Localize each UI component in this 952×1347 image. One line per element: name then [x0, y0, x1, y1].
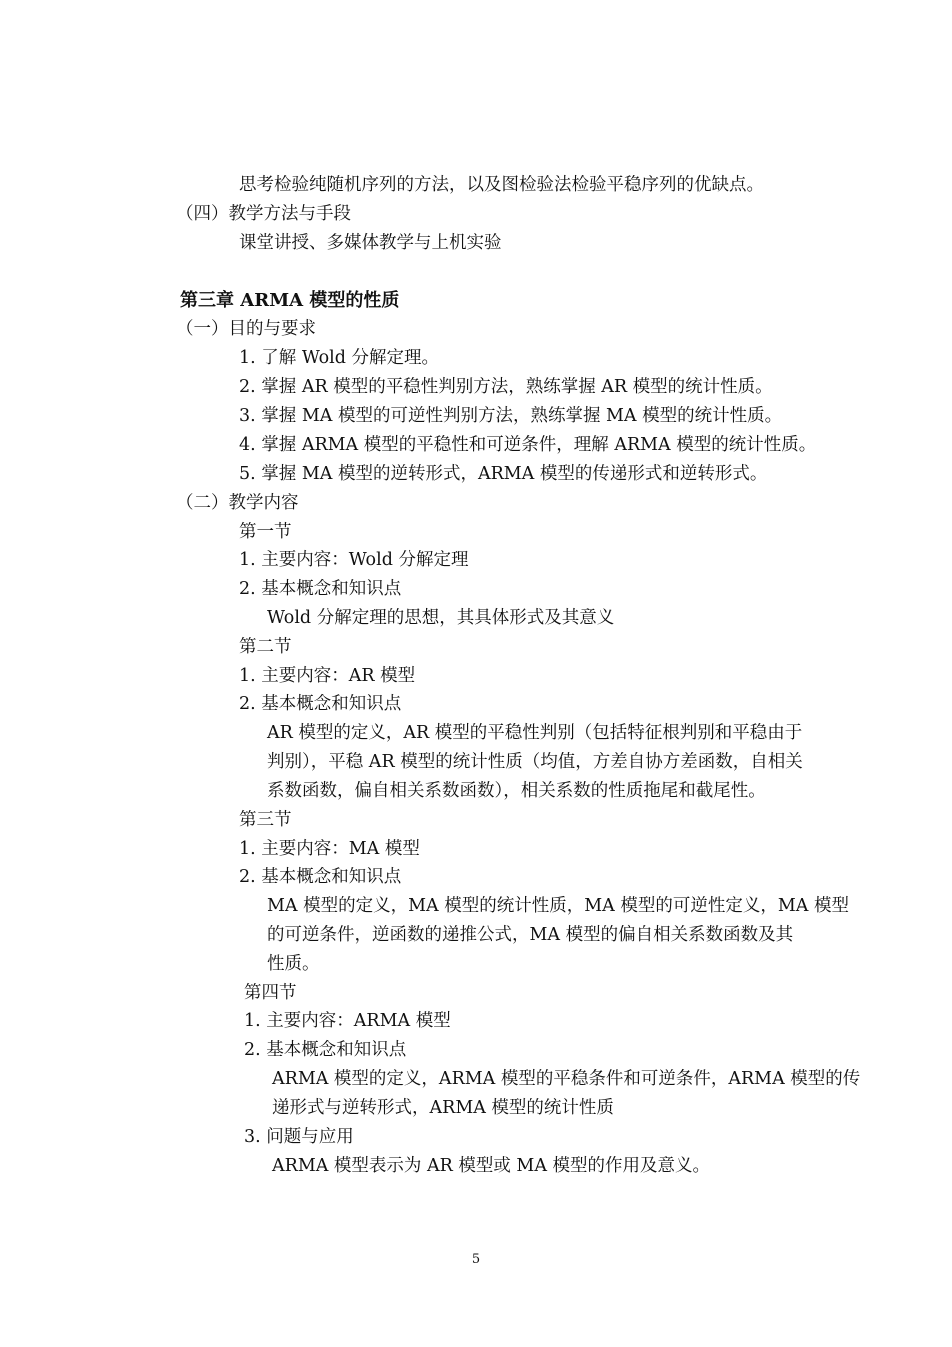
- goal-item: 3. 掌握 MA 模型的可逆性判别方法，熟练掌握 MA 模型的统计性质。: [239, 406, 783, 426]
- content-title: （二）教学内容: [176, 493, 299, 513]
- goal-item: 4. 掌握 ARMA 模型的平稳性和可逆条件，理解 ARMA 模型的统计性质。: [239, 435, 817, 455]
- section-4b-body: ARMA 模型的定义，ARMA 模型的平稳条件和可逆条件，ARMA 模型的传: [272, 1069, 861, 1089]
- section-4b-concepts: 2. 基本概念和知识点: [244, 1040, 407, 1060]
- section-3-concepts: 2. 基本概念和知识点: [239, 867, 402, 887]
- section-3-body: 的可逆条件，逆函数的递推公式，MA 模型的偏自相关系数函数及其: [267, 925, 794, 945]
- goals-title: （一）目的与要求: [176, 319, 316, 339]
- section-3-body: 性质。: [267, 954, 320, 974]
- section-1-body: Wold 分解定理的思想，其具体形式及其意义: [267, 608, 615, 628]
- section-2-concepts: 2. 基本概念和知识点: [239, 694, 402, 714]
- goal-item: 5. 掌握 MA 模型的逆转形式，ARMA 模型的传递形式和逆转形式。: [239, 464, 768, 484]
- goal-item: 2. 掌握 AR 模型的平稳性判别方法，熟练掌握 AR 模型的统计性质。: [239, 377, 773, 397]
- section-1-concepts: 2. 基本概念和知识点: [239, 579, 402, 599]
- intro-line: 思考检验纯随机序列的方法，以及图检验法检验平稳序列的优缺点。: [239, 175, 764, 195]
- section-4b-apply-body: ARMA 模型表示为 AR 模型或 MA 模型的作用及意义。: [272, 1156, 711, 1176]
- section-4b-main: 1. 主要内容：ARMA 模型: [244, 1011, 451, 1031]
- section-2-title: 第二节: [239, 637, 292, 657]
- section-1-main: 1. 主要内容：Wold 分解定理: [239, 550, 469, 570]
- section-3-body: MA 模型的定义，MA 模型的统计性质，MA 模型的可逆性定义，MA 模型: [267, 896, 849, 916]
- section-2-body: 判别），平稳 AR 模型的统计性质（均值，方差自协方差函数，自相关: [267, 752, 803, 772]
- section-2-body: AR 模型的定义，AR 模型的平稳性判别（包括特征根判别和平稳由于: [267, 723, 803, 743]
- section-4b-title: 第四节: [244, 983, 297, 1003]
- page-number: 5: [471, 1252, 481, 1267]
- section-3-main: 1. 主要内容：MA 模型: [239, 839, 420, 859]
- section-4-title: （四）教学方法与手段: [176, 204, 351, 224]
- section-1-title: 第一节: [239, 522, 292, 542]
- section-4b-apply-title: 3. 问题与应用: [244, 1127, 354, 1147]
- section-4-body: 课堂讲授、多媒体教学与上机实验: [239, 233, 502, 253]
- goal-item: 1. 了解 Wold 分解定理。: [239, 348, 440, 368]
- section-4b-body: 递形式与逆转形式，ARMA 模型的统计性质: [272, 1098, 614, 1118]
- section-3-title: 第三节: [239, 810, 292, 830]
- chapter-title: 第三章 ARMA 模型的性质: [180, 290, 400, 311]
- section-2-body: 系数函数，偏自相关系数函数），相关系数的性质拖尾和截尾性。: [267, 781, 766, 801]
- section-2-main: 1. 主要内容：AR 模型: [239, 666, 416, 686]
